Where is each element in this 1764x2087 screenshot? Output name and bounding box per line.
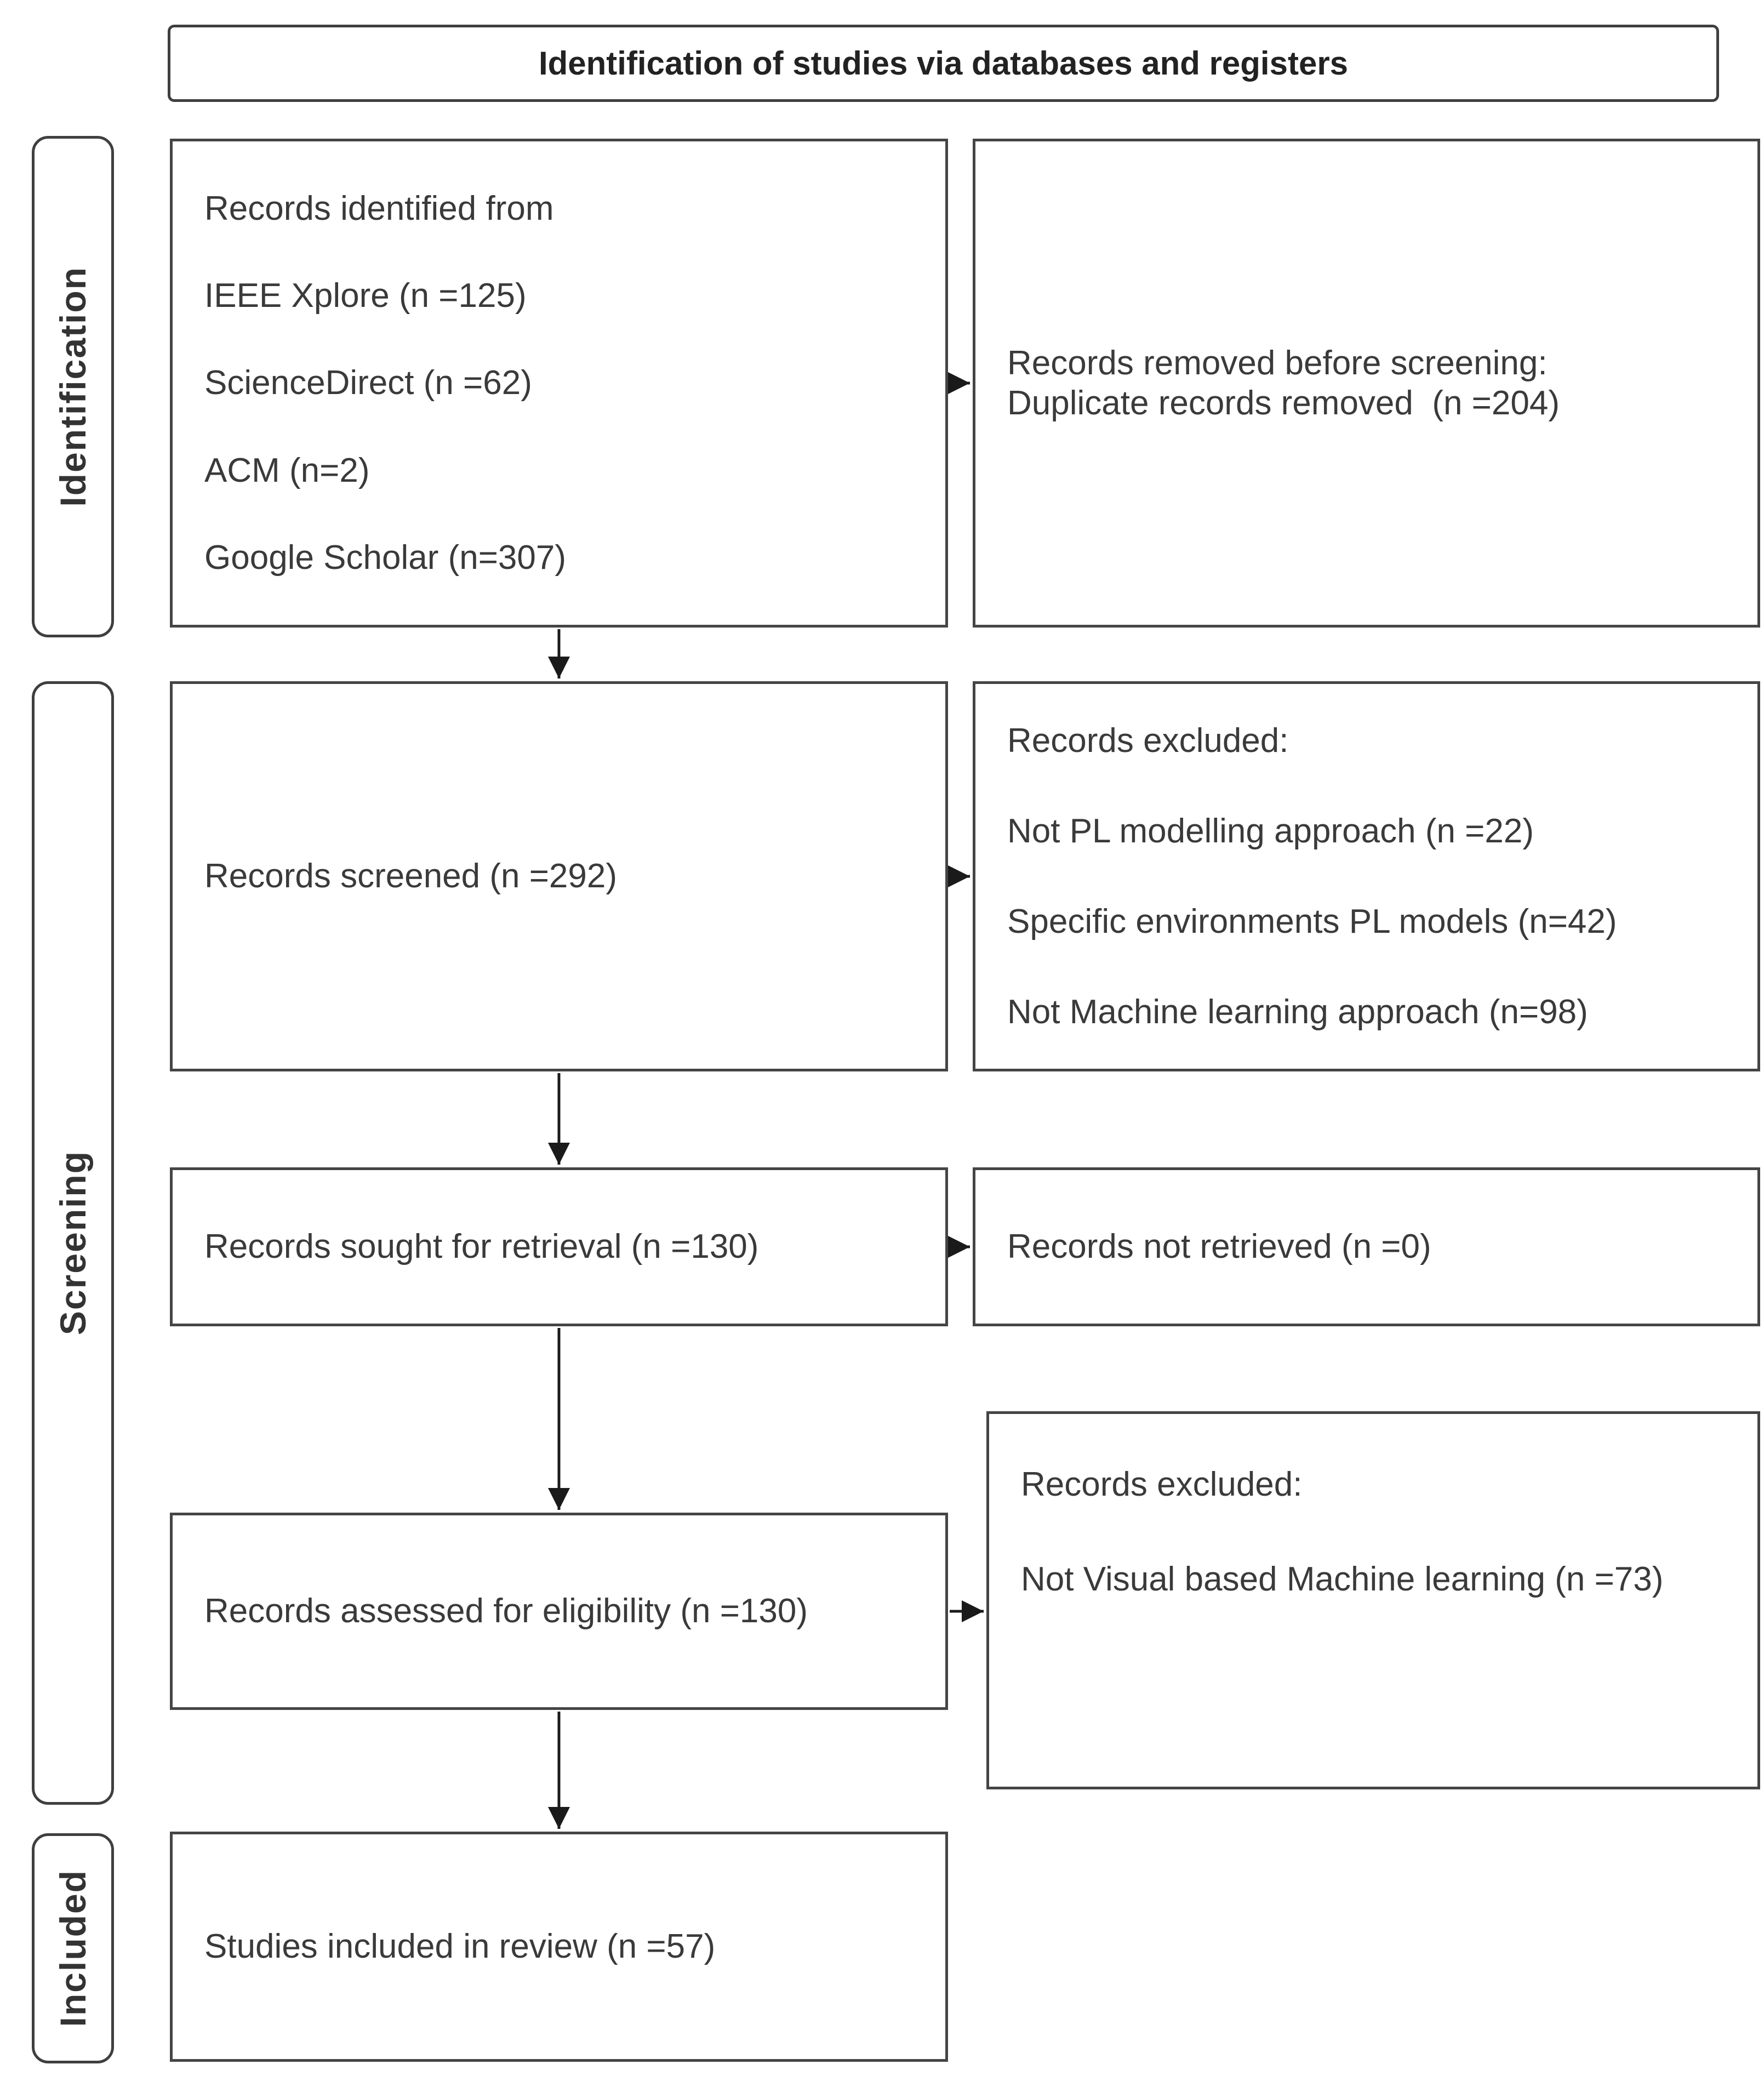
records-excluded-line: Not Machine learning approach (n=98) bbox=[1007, 993, 1588, 1031]
records-excluded-line: Specific environments PL models (n=42) bbox=[1007, 903, 1617, 940]
records-identified-line: Google Scholar (n=307) bbox=[204, 538, 567, 577]
diagram-title-text: Identification of studies via databases and registers bbox=[538, 45, 1349, 82]
records-identified-line: ACM (n=2) bbox=[204, 451, 370, 489]
stage-bar-included bbox=[32, 1833, 114, 2063]
box-records-screened bbox=[170, 681, 948, 1071]
records-not-retrieved-line: Records not retrieved (n =0) bbox=[1007, 1228, 1431, 1266]
records-identified-line: IEEE Xplore (n =125) bbox=[204, 277, 527, 315]
records-excluded-eligibility-line: Records excluded: bbox=[1021, 1466, 1303, 1503]
stage-bar-screening bbox=[32, 681, 114, 1805]
stage-label-identification: Identification bbox=[53, 266, 93, 507]
stage-label-included: Included bbox=[53, 1869, 93, 2027]
studies-included-line: Studies included in review (n =57) bbox=[204, 1928, 716, 1966]
box-records-sought-retrieval bbox=[170, 1167, 948, 1326]
stage-label-screening: Screening bbox=[53, 1150, 93, 1336]
records-screened-line: Records screened (n =292) bbox=[204, 857, 618, 896]
box-records-not-retrieved bbox=[973, 1167, 1760, 1326]
records-identified-line: ScienceDirect (n =62) bbox=[204, 364, 532, 402]
box-records-assessed-eligibility bbox=[170, 1513, 948, 1710]
box-records-excluded-screening bbox=[973, 681, 1760, 1071]
box-studies-included bbox=[170, 1832, 948, 2062]
records-sought-line: Records sought for retrieval (n =130) bbox=[204, 1228, 759, 1266]
box-records-identified bbox=[170, 139, 948, 628]
box-records-removed-before-screening bbox=[973, 139, 1760, 628]
records-removed-line: Records removed before screening: bbox=[1007, 344, 1548, 382]
records-excluded-eligibility-line: Not Visual based Machine learning (n =73) bbox=[1021, 1560, 1664, 1599]
records-excluded-line: Not PL modelling approach (n =22) bbox=[1007, 812, 1534, 850]
records-removed-line: Duplicate records removed (n =204) bbox=[1007, 384, 1560, 422]
diagram-title bbox=[168, 25, 1719, 102]
stage-bar-identification bbox=[32, 136, 114, 637]
records-identified-line: Records identified from bbox=[204, 190, 554, 228]
records-excluded-line: Records excluded: bbox=[1007, 721, 1289, 760]
records-assessed-line: Records assessed for eligibility (n =130) bbox=[204, 1592, 808, 1630]
box-records-excluded-eligibility bbox=[986, 1411, 1760, 1789]
